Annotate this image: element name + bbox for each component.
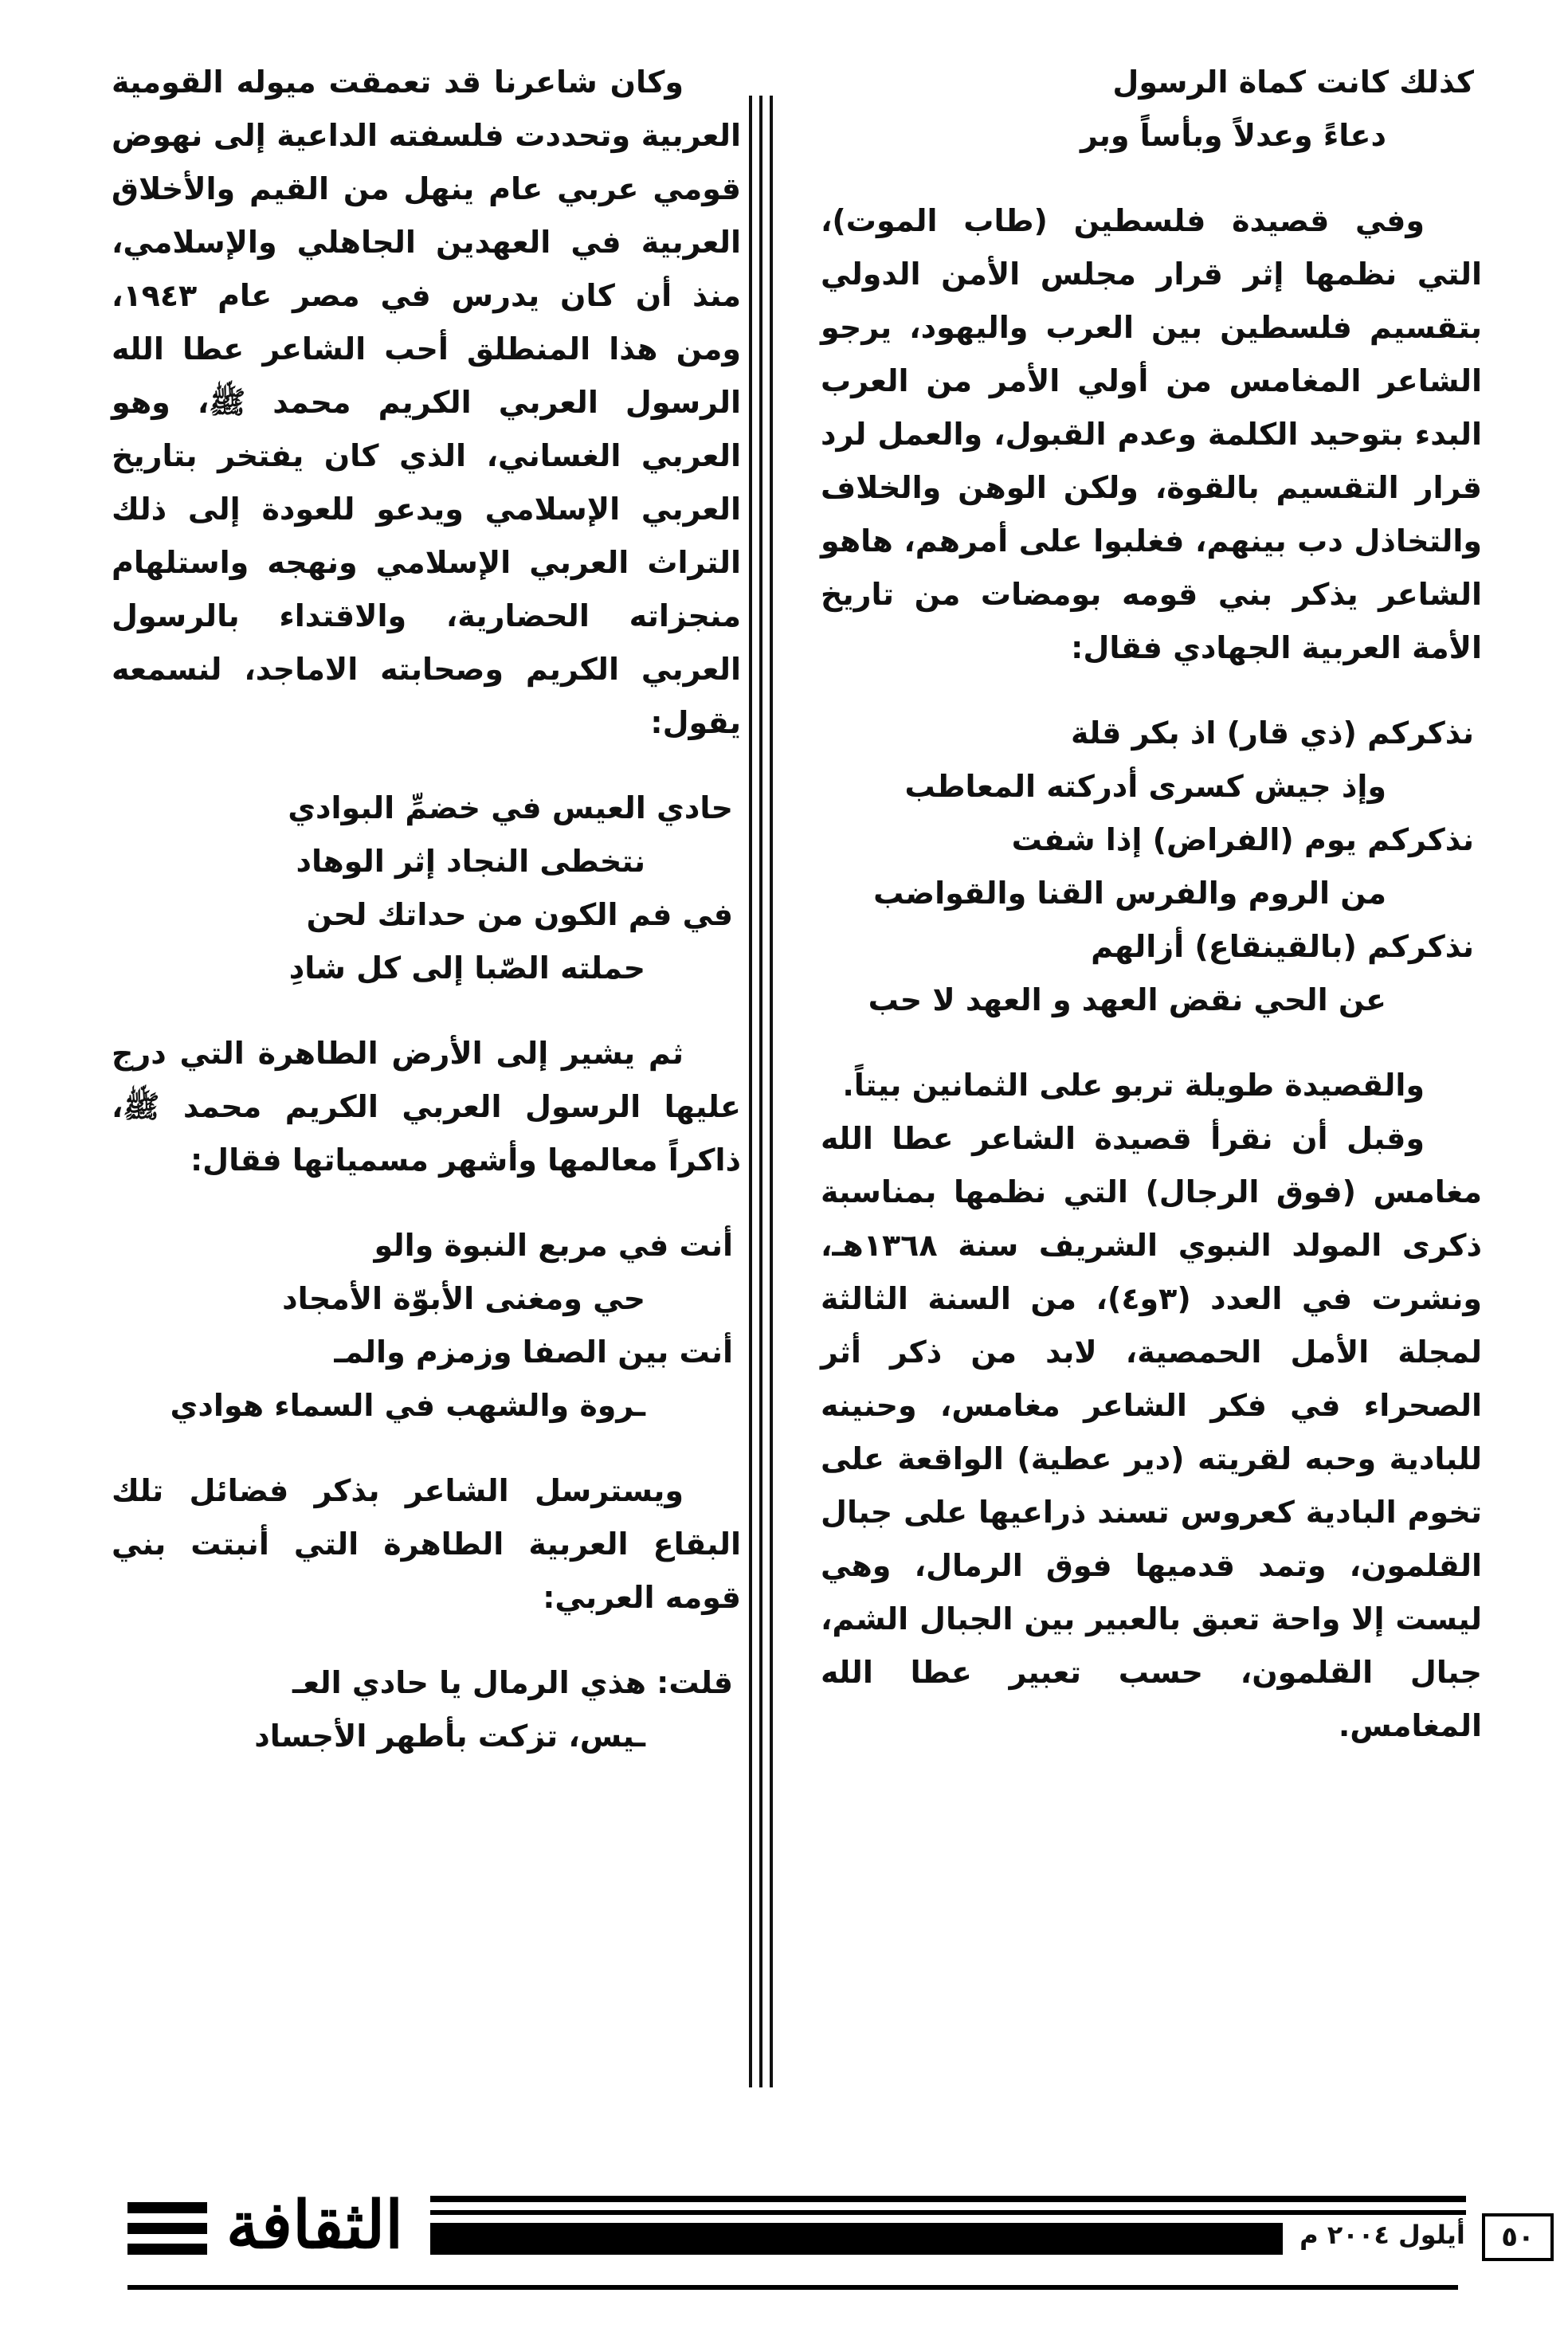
footer-stripe bbox=[127, 2223, 207, 2234]
footer-stripe bbox=[127, 2244, 207, 2255]
verse-line: ـروة والشهب في السماء هوادي bbox=[170, 1388, 645, 1423]
verse-line: عن الحي نقض العهد و العهد لا حب bbox=[868, 982, 1386, 1017]
verse-line: قلت: هذي الرمال يا حادي العـ bbox=[292, 1665, 733, 1700]
verse-line: وإذ جيش كسرى أدركته المعاطب bbox=[904, 769, 1386, 804]
magazine-logo: الثقافة bbox=[225, 2187, 404, 2263]
verse-line: أنت في مربع النبوة والو bbox=[374, 1228, 733, 1263]
paragraph: وكان شاعرنا قد تعمقت ميوله القومية العربية وتحددت فلسفته الداعية إلى نهوض قومي عربي عام ينهل من القيم والأخلاق العربية في العهدين الجاهلي والإسلامي، منذ أن كان يدرس في مصر عام ١٩٤٣، ومن هذا المنطلق أحب الشاعر عطا الله الرسول العربي الكريم محمد ﷺ، وهو العربي الغساني، الذي كان يفتخر بتاريخ العربي الإسلامي ويدعو للعودة إلى ذلك التراث العربي الإسلامي ونهجه واستلهام منجزاته الحضارية، والاقتداء بالرسول العربي الكريم وصحابته الاماجد، لنسمعه يقول: bbox=[112, 65, 741, 740]
verse-line: أنت بين الصفا وزمزم والمـ bbox=[334, 1335, 733, 1370]
page-number: ٥٠ bbox=[1482, 2213, 1554, 2261]
verse-line: حملته الصّبا إلى كل شادِ bbox=[288, 950, 645, 986]
page-footer bbox=[127, 2181, 1535, 2277]
verse-line: في فم الكون من حداتك لحن bbox=[306, 897, 733, 932]
footer-stripe bbox=[127, 2202, 207, 2213]
paragraph: ثم يشير إلى الأرض الطاهرة التي درج عليها الرسول العربي الكريم محمد ﷺ، ذاكراً معالمها وأشهر مسمياتها فقال: bbox=[112, 1036, 741, 1178]
footer-stripe bbox=[430, 2210, 1466, 2215]
issue-date: أيلول ٢٠٠٤ م bbox=[1299, 2220, 1465, 2250]
left-column bbox=[112, 56, 741, 1763]
paragraph: وقبل أن نقرأ قصيدة الشاعر عطا الله مغامس (فوق الرجال) التي نظمها بمناسبة ذكرى المولد النبوي الشريف سنة ١٣٦٨هـ، ونشرت في العدد (٣و٤)، من السنة الثالثة لمجلة الأمل الحمصية، لابد من ذكر أثر الصحراء في فكر الشاعر مغامس، وحنينه للبادية وحبه لقريته (دير عطية) الواقعة على تخوم البادية كعروس تسند ذراعيها على جبال القلمون، وتمد قدميها فوق الرمال، وهي ليست إلا واحة تعبق بالعبير بين الجبال الشم، جبال القلمون، حسب تعبير عطا الله المغامس. bbox=[821, 1121, 1482, 1743]
verse-line: من الروم والفرس القنا والقواضب bbox=[873, 876, 1386, 911]
verse-line: نذكركم يوم (الفراض) إذا شفت bbox=[1011, 822, 1474, 857]
verse-line: كذلك كانت كماة الرسول bbox=[1112, 65, 1474, 100]
verse-line: حادي العيس في خضمِّ البوادي bbox=[288, 790, 733, 825]
paragraph: والقصيدة طويلة تربو على الثمانين بيتاً. bbox=[842, 1068, 1425, 1103]
verse-line: ـيس، تزكت بأطهر الأجساد bbox=[254, 1719, 645, 1754]
verse-line: نذكركم (ذي قار) اذ بكر قلة bbox=[1070, 715, 1474, 751]
right-column bbox=[821, 56, 1482, 1753]
verse-line: نذكركم (بالقينقاع) أزالهم bbox=[1091, 929, 1474, 964]
verse-line: نتخطى النجاد إثر الوهاد bbox=[296, 844, 645, 879]
verse-line: حي ومغنى الأبوّة الأمجاد bbox=[282, 1281, 645, 1316]
bottom-rule bbox=[127, 2285, 1458, 2290]
footer-stripe bbox=[430, 2196, 1466, 2202]
paragraph: ويسترسل الشاعر بذكر فضائل تلك البقاع العربية الطاهرة التي أنبتت بني قومه العربي: bbox=[112, 1473, 741, 1615]
footer-bar bbox=[430, 2223, 1283, 2255]
verse-line: دعاءً وعدلاً وبأساً وبر bbox=[1080, 118, 1386, 153]
paragraph: وفي قصيدة فلسطين (طاب الموت)، التي نظمها إثر قرار مجلس الأمن الدولي بتقسيم فلسطين بين العرب واليهود، يرجو الشاعر المغامس من أولي الأمر من العرب البدء بتوحيد الكلمة وعدم القبول، والعمل لرد قرار التقسيم بالقوة، ولكن الوهن والخلاف والتخاذل دب بينهم، فغلبوا على أمرهم، هاهو الشاعر يذكر بني قومه بومضات من تاريخ الأمة العربية الجهادي فقال: bbox=[821, 203, 1482, 665]
column-divider bbox=[749, 96, 773, 2087]
